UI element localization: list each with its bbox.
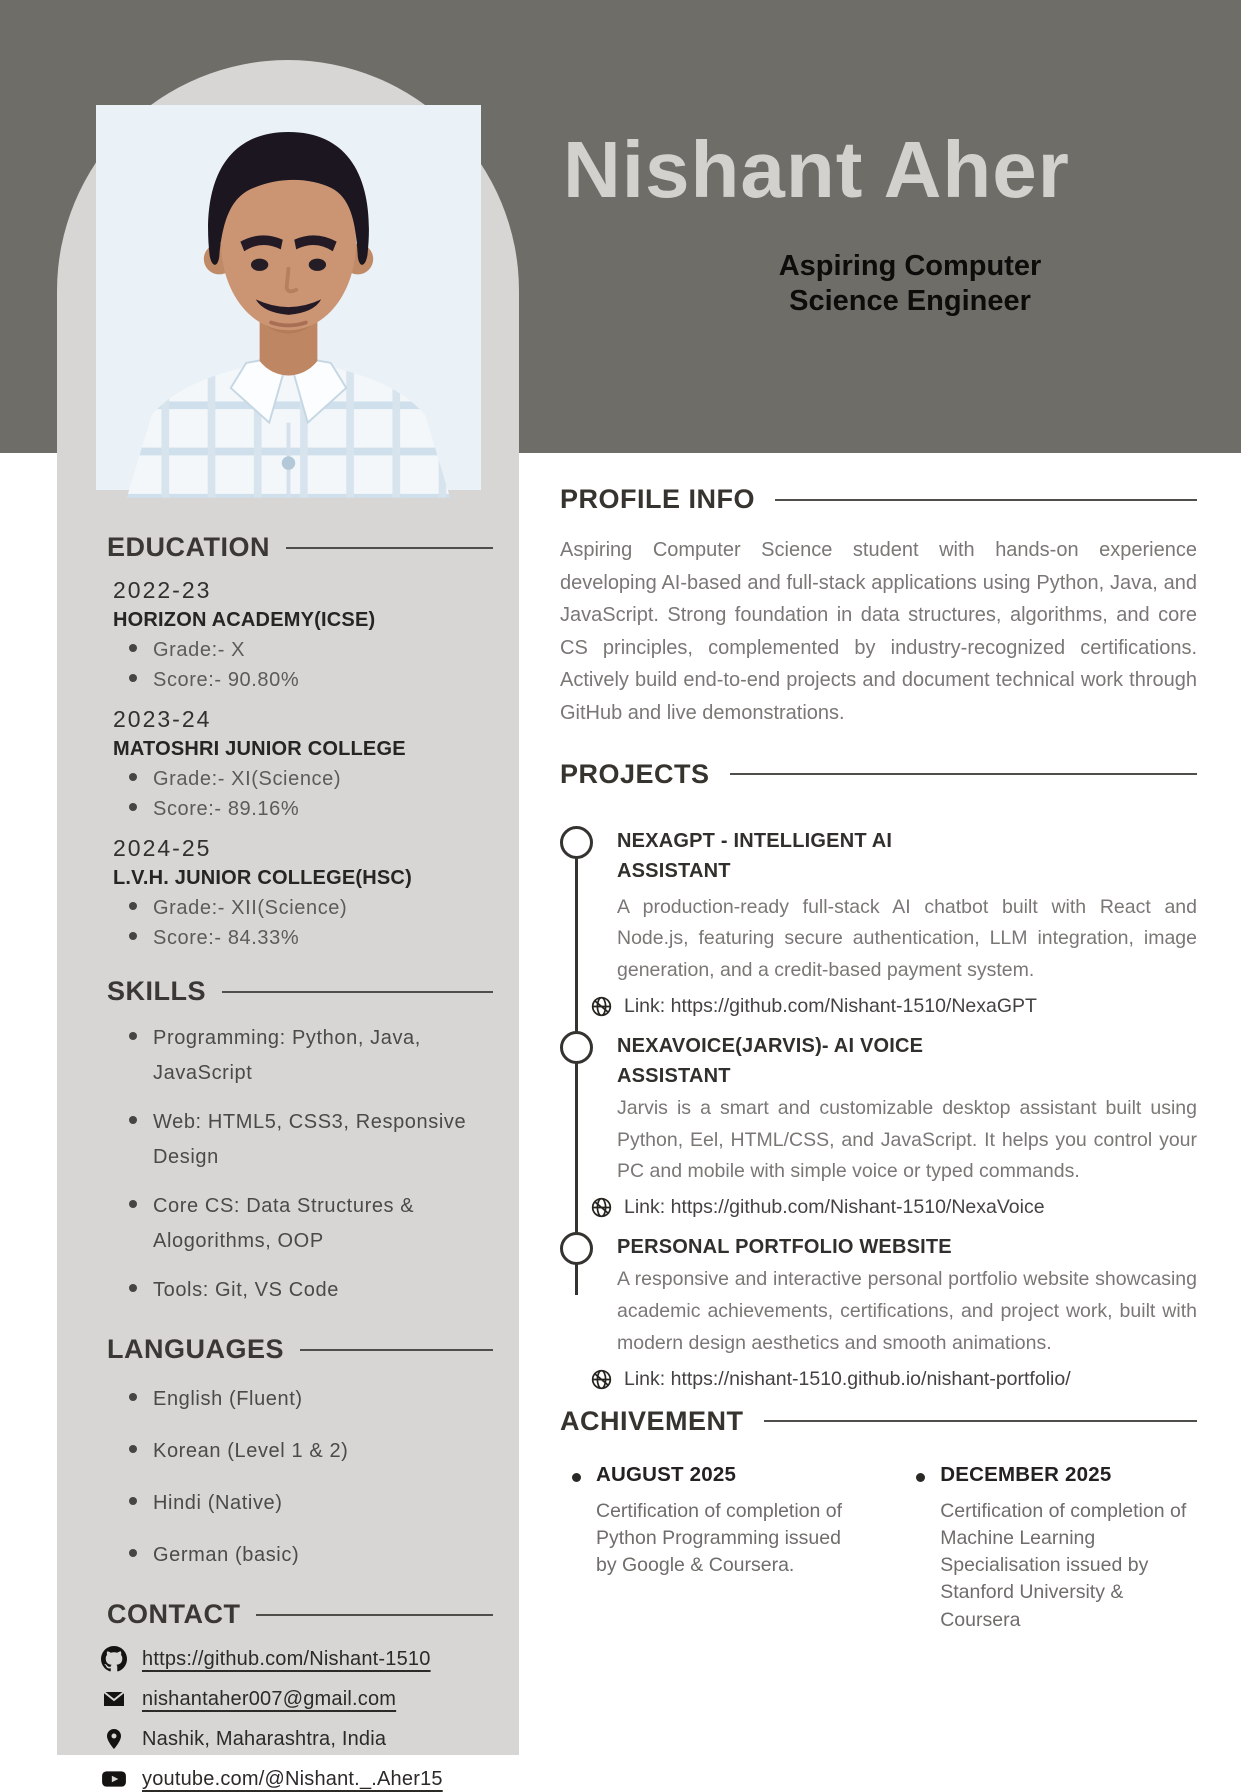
project-title: NEXAVOICE(JARVIS)- AI VOICE ASSISTANT: [617, 1034, 924, 1087]
bullet-dot-icon: [129, 674, 137, 682]
achievement-text: Certification of completion of Python Programming issued by Google & Coursera.: [596, 1499, 843, 1577]
contact-row-github: [101, 1646, 493, 1672]
youtube-link[interactable]: youtube.com/@Nishant._.Aher15: [142, 1767, 443, 1790]
projects-section: [560, 759, 1197, 1391]
email-icon: [101, 1686, 127, 1712]
bullet-dot-icon: [129, 644, 137, 652]
education-bullet: Score:- 84.33%: [129, 927, 493, 950]
project-link[interactable]: Link: https://github.com/Nishant-1510/NexaVoice: [624, 1196, 1045, 1219]
bullet-dot-icon: [129, 1200, 137, 1208]
achievement-date: AUGUST 2025: [596, 1462, 737, 1486]
profile-info-divider: [775, 499, 1197, 501]
project-description: A production-ready full-stack AI chatbot built with React and Node.js, featuring secure authentication, LLM integration, image generation, and a credit-based payment system.: [617, 895, 1197, 982]
projects-divider: [730, 773, 1197, 775]
achievement-item-august: [572, 1463, 890, 1634]
bullet-dot-icon: [129, 1032, 137, 1040]
language-item: English (Fluent): [129, 1382, 493, 1417]
education-divider: [286, 547, 493, 549]
portrait-illustration: [96, 105, 481, 490]
languages-title: LANGUAGES: [107, 1334, 285, 1364]
globe-link-icon: [590, 1368, 613, 1391]
skill-item: Tools: Git, VS Code: [129, 1273, 493, 1308]
profile-info-title: PROFILE INFO: [560, 484, 755, 514]
bullet-dot-icon: [129, 1445, 137, 1453]
github-link[interactable]: https://github.com/Nishant-1510: [142, 1647, 431, 1670]
education-entry: [107, 577, 493, 692]
skills-section: [57, 976, 519, 1308]
education-years: 2024-25: [113, 835, 212, 861]
achievement-title: ACHIVEMENT: [560, 1405, 744, 1436]
email-link[interactable]: nishantaher007@gmail.com: [142, 1687, 397, 1710]
person-tagline: Aspiring Computer Science Engineer: [778, 250, 1042, 318]
skills-divider: [222, 991, 493, 993]
contact-title: CONTACT: [107, 1599, 241, 1629]
education-title: EDUCATION: [107, 532, 270, 562]
education-bullet: Grade:- XI(Science): [129, 768, 493, 791]
globe-link-icon: [590, 995, 613, 1018]
education-school: L.V.H. JUNIOR COLLEGE(HSC): [113, 867, 412, 889]
skills-title: SKILLS: [107, 976, 207, 1006]
languages-divider: [300, 1349, 493, 1351]
bullet-dot-icon: [129, 932, 137, 940]
education-years: 2022-23: [113, 577, 212, 603]
language-item: Korean (Level 1 & 2): [129, 1434, 493, 1469]
project-link-row: [590, 1196, 1197, 1219]
education-years: 2023-24: [113, 706, 212, 732]
project-description: Jarvis is a smart and customizable desktop assistant built using Python, Eel, HTML/CSS, and JavaScript. It helps you control your PC and mobile with simple voice or typed commands.: [617, 1096, 1197, 1183]
contact-row-location: [101, 1726, 493, 1752]
education-entry: [107, 706, 493, 821]
projects-timeline: [560, 826, 1197, 1391]
achievement-date: DECEMBER 2025: [940, 1462, 1112, 1486]
contact-divider: [256, 1614, 493, 1616]
globe-link-icon: [590, 1196, 613, 1219]
achievement-divider: [764, 1420, 1197, 1422]
education-bullet: Score:- 89.16%: [129, 798, 493, 821]
project-item-nexagpt: [560, 826, 1197, 1018]
youtube-icon: [101, 1766, 127, 1792]
education-bullet: Grade:- XII(Science): [129, 897, 493, 920]
profile-summary: Aspiring Computer Science student with hands-on experience developing AI-based and full-stack applications using Python, Java, and JavaScript. Strong foundation in data structures, algorithms, and core CS principles, complemented by industry-recognized certifications. Actively build end-to-end projects and document technical work through GitHub and live demonstrations.: [560, 539, 1197, 724]
contact-row-email: [101, 1686, 493, 1712]
skill-item: Programming: Python, Java, JavaScript: [129, 1021, 493, 1091]
education-bullet: Grade:- X: [129, 639, 493, 662]
timeline-node-icon: [560, 1232, 593, 1265]
skill-item: Core CS: Data Structures & Alogorithms, OOP: [129, 1189, 493, 1259]
bullet-dot-icon: [129, 1497, 137, 1505]
location-pin-icon: [101, 1726, 127, 1752]
timeline-node-icon: [560, 1031, 593, 1064]
education-school: MATOSHRI JUNIOR COLLEGE: [113, 738, 406, 760]
projects-title: PROJECTS: [560, 758, 710, 789]
contact-section: [57, 1599, 519, 1792]
project-link-row: [590, 995, 1197, 1018]
language-item: Hindi (Native): [129, 1486, 493, 1521]
language-item: German (basic): [129, 1538, 493, 1573]
project-description: A responsive and interactive personal portfolio website showcasing academic achievements, certifications, and project work, built with modern design aesthetics and smooth animations.: [617, 1268, 1197, 1354]
project-link-row: [590, 1368, 1197, 1391]
bullet-dot-icon: [129, 1284, 137, 1292]
education-bullet: Score:- 90.80%: [129, 669, 493, 692]
bullet-dot-icon: [129, 1393, 137, 1401]
bullet-dot-icon: [129, 1116, 137, 1124]
project-link[interactable]: Link: https://github.com/Nishant-1510/NexaGPT: [624, 994, 1037, 1017]
profile-info-section: [560, 484, 1197, 730]
achievement-item-december: [916, 1463, 1197, 1634]
bullet-dot-icon: [916, 1473, 925, 1482]
project-link[interactable]: Link: https://nishant-1510.github.io/nishant-portfolio/: [624, 1367, 1071, 1390]
profile-photo: [96, 105, 481, 490]
bullet-dot-icon: [572, 1473, 581, 1482]
location-text: Nashik, Maharashtra, India: [142, 1727, 387, 1750]
main-column: [560, 453, 1197, 1634]
education-section: [57, 532, 519, 950]
skill-item: Web: HTML5, CSS3, Responsive Design: [129, 1105, 493, 1175]
contact-row-youtube: [101, 1766, 493, 1792]
achievement-text: Certification of completion of Machine Learning Specialisation issued by Stanford University & Coursera: [940, 1499, 1187, 1631]
education-school: HORIZON ACADEMY(ICSE): [113, 609, 376, 631]
project-item-portfolio: [560, 1232, 1197, 1390]
github-icon: [101, 1646, 127, 1672]
sidebar: [57, 60, 519, 1790]
bullet-dot-icon: [129, 773, 137, 781]
person-name: Nishant Aher: [563, 125, 1070, 214]
project-title: PERSONAL PORTFOLIO WEBSITE: [617, 1236, 952, 1259]
bullet-dot-icon: [129, 1549, 137, 1557]
education-entry: [107, 835, 493, 950]
project-title: NEXAGPT - INTELLIGENT AI ASSISTANT: [617, 829, 893, 882]
languages-section: [57, 1334, 519, 1573]
project-item-nexavoice: [560, 1031, 1197, 1219]
timeline-node-icon: [560, 826, 593, 859]
bullet-dot-icon: [129, 803, 137, 811]
achievement-section: [560, 1406, 1197, 1634]
bullet-dot-icon: [129, 902, 137, 910]
